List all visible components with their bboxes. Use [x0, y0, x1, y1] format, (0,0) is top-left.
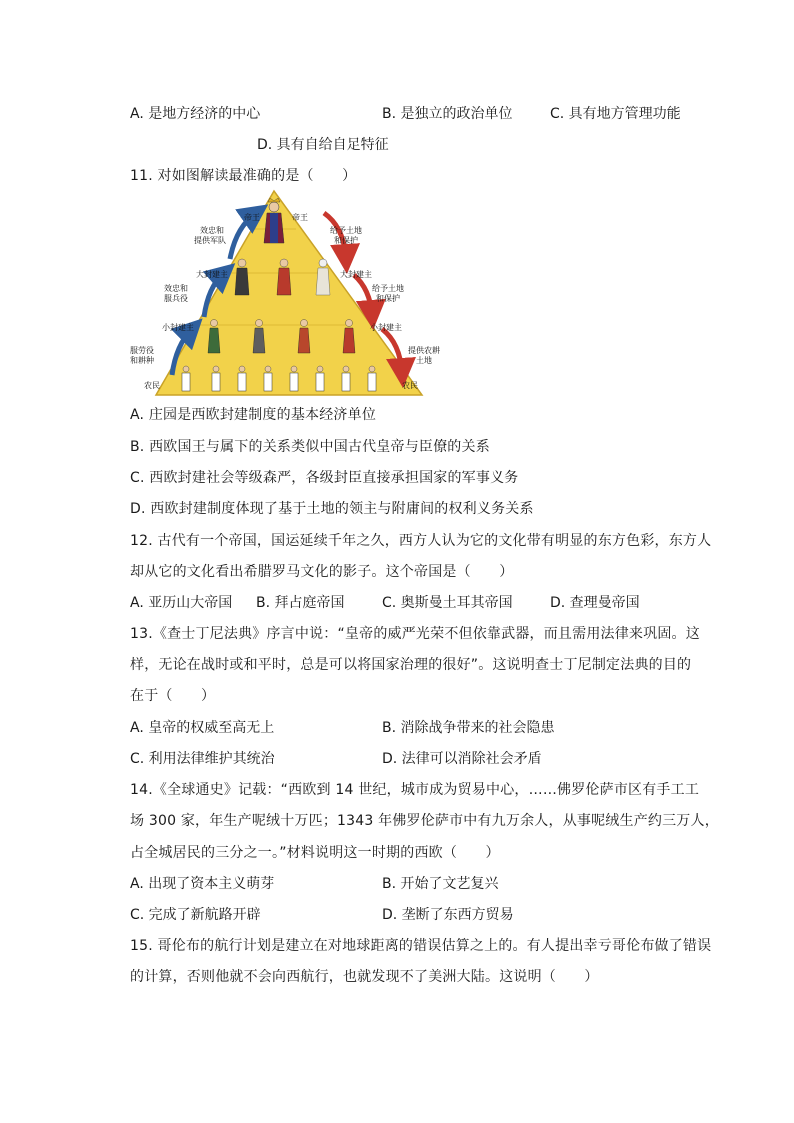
q14-stem-line3: 占全城居民的三分之一。”材料说明这一时期的西欧（ ） [130, 845, 500, 861]
label-great-lord-left: 大封建主 [196, 270, 228, 279]
label-great-lord-right: 大封建主 [340, 270, 372, 279]
label-down-3-line2: 土地 [416, 356, 432, 365]
label-up-2-line2: 服兵役 [164, 294, 188, 303]
label-down-2-line1: 给予土地 [372, 284, 404, 293]
q14-option-d: D. 垄断了东西方贸易 [382, 907, 514, 923]
q12-stem-line1: 12. 古代有一个帝国，国运延续千年之久，西方人认为它的文化带有明显的东方色彩，东方人 [130, 533, 712, 549]
q14-option-c: C. 完成了新航路开辟 [130, 907, 261, 923]
label-emperor-right: 帝王 [292, 213, 308, 222]
q12-stem-line2: 却从它的文化看出希腊罗马文化的影子。这个帝国是（ ） [130, 564, 514, 580]
q11-option-c: C. 西欧封建社会等级森严，各级封臣直接承担国家的军事义务 [130, 470, 519, 486]
label-up-3-line1: 服劳役 [130, 346, 154, 355]
feudal-pyramid-diagram [124, 183, 454, 398]
label-peasant-right: 农民 [402, 381, 418, 390]
q13-stem-line1: 13.《查士丁尼法典》序言中说：“皇帝的威严光荣不但依靠武器，而且需用法律来巩固。这 [130, 626, 700, 642]
label-down-1-line2: 和保护 [334, 236, 358, 245]
q10-option-c: C. 具有地方管理功能 [550, 106, 681, 122]
label-up-2-line1: 效忠和 [164, 284, 188, 293]
q10-option-a: A. 是地方经济的中心 [130, 106, 261, 122]
label-down-1-line1: 给予土地 [330, 226, 362, 235]
q13-option-b: B. 消除战争带来的社会隐患 [382, 720, 555, 736]
q13-option-a: A. 皇帝的权威至高无上 [130, 720, 275, 736]
q15-stem-line1: 15. 哥伦布的航行计划是建立在对地球距离的错误估算之上的。有人提出幸亏哥伦布做了错误 [130, 938, 712, 954]
q10-option-d: D. 具有自给自足特征 [257, 137, 389, 153]
q14-option-b: B. 开始了文艺复兴 [382, 876, 499, 892]
q13-option-d: D. 法律可以消除社会矛盾 [382, 751, 542, 767]
label-up-1-line1: 效忠和 [200, 226, 224, 235]
q13-option-c: C. 利用法律维护其统治 [130, 751, 275, 767]
q13-stem-line3: 在于（ ） [130, 688, 216, 704]
label-down-2-line2: 和保护 [376, 294, 400, 303]
q12-option-b: B. 拜占庭帝国 [256, 595, 345, 611]
q11-option-d: D. 西欧封建制度体现了基于土地的领主与附庸间的权利义务关系 [130, 501, 534, 517]
q14-option-a: A. 出现了资本主义萌芽 [130, 876, 275, 892]
q14-stem-line1: 14.《全球通史》记载：“西欧到 14 世纪，城市成为贸易中心，……佛罗伦萨市区有手工工 [130, 782, 700, 798]
q10-option-b: B. 是独立的政治单位 [382, 106, 513, 122]
q13-stem-line2: 样，无论在战时或和平时，总是可以将国家治理的很好”。这说明查士丁尼制定法典的目的 [130, 657, 692, 673]
q15-stem-line2: 的计算，否则他就不会向西航行，也就发现不了美洲大陆。这说明（ ） [130, 969, 599, 985]
q11-option-a: A. 庄园是西欧封建制度的基本经济单位 [130, 407, 377, 423]
label-up-1-line2: 提供军队 [194, 236, 226, 245]
q11-option-b: B. 西欧国王与属下的关系类似中国古代皇帝与臣僚的关系 [130, 439, 490, 455]
label-peasant-left: 农民 [144, 381, 160, 390]
label-small-lord-right: 小封建主 [370, 323, 402, 332]
q14-stem-line2: 场 300 家，年生产呢绒十万匹；1343 年佛罗伦萨市中有九万余人，从事呢绒生产约三万人， [130, 813, 719, 829]
label-down-3-line1: 提供农耕 [408, 346, 440, 355]
label-small-lord-left: 小封建主 [162, 323, 194, 332]
q11-stem: 11. 对如图解读最准确的是（ ） [130, 168, 357, 184]
label-up-3-line2: 和耕种 [130, 356, 154, 365]
q12-option-a: A. 亚历山大帝国 [130, 595, 233, 611]
label-emperor-left: 帝王 [244, 213, 260, 222]
q12-option-d: D. 查理曼帝国 [550, 595, 640, 611]
q12-option-c: C. 奥斯曼土耳其帝国 [382, 595, 513, 611]
